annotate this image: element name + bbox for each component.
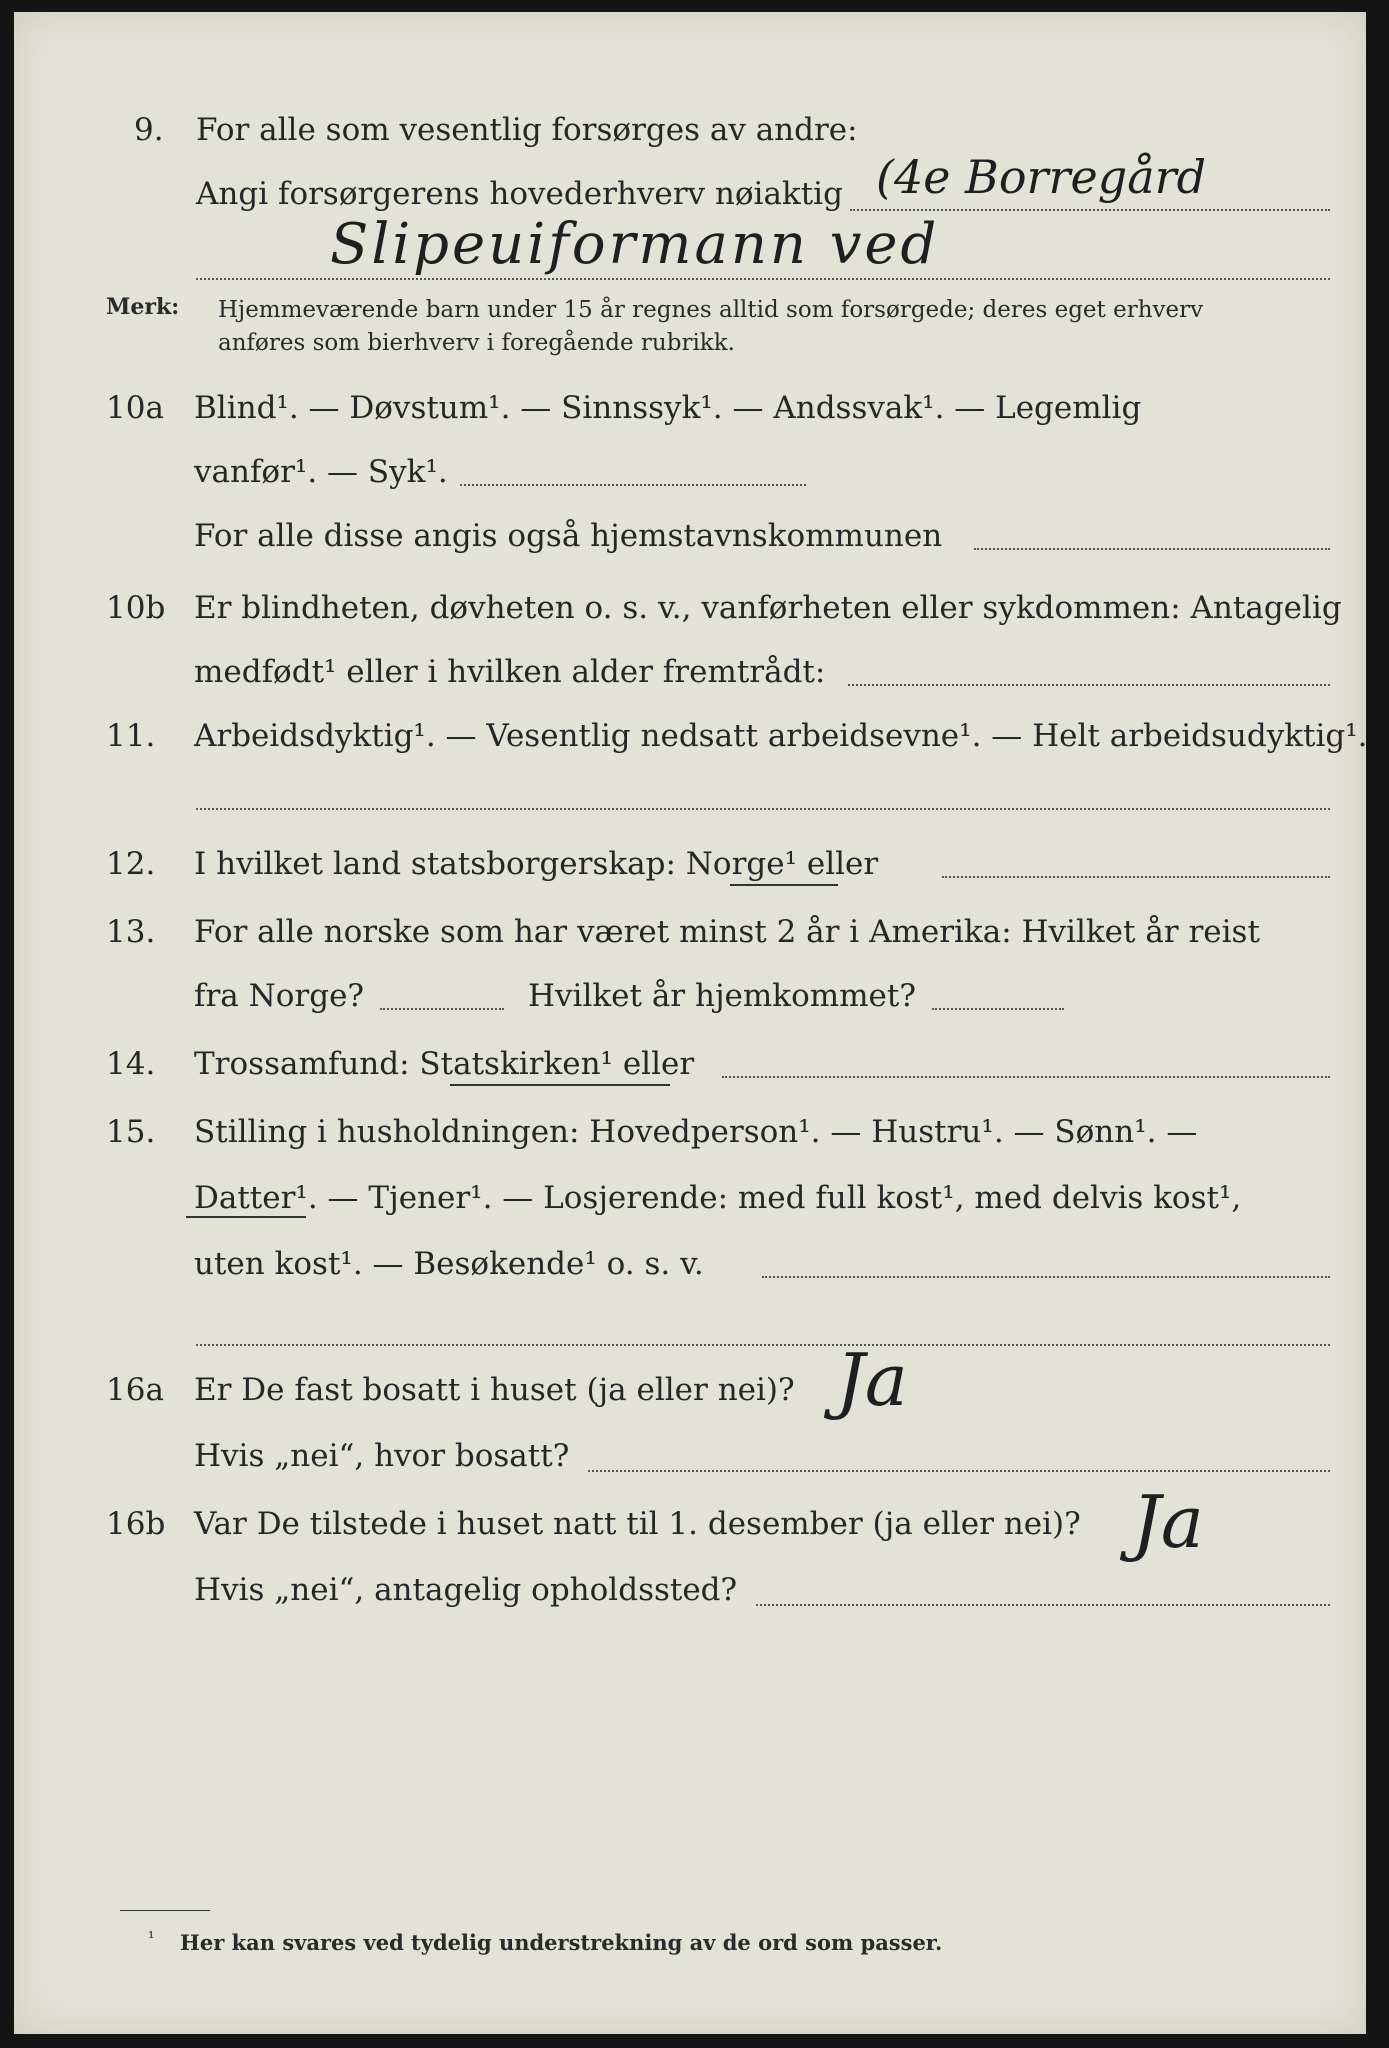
handwritten-answer: Ja [1132, 1480, 1204, 1564]
question-text: Blind¹. — Døvstum¹. — Sinnssyk¹. — Andssvak¹. — Legemlig [194, 390, 1142, 426]
question-number: 10b [106, 590, 166, 626]
question-text: medfødt¹ eller i hvilken alder fremtrådt: [194, 654, 826, 690]
question-text: Angi forsørgerens hovederhverv nøiaktig [196, 176, 843, 212]
answer-line [974, 548, 1330, 550]
handwritten-provider: (4e Borregård [876, 150, 1207, 204]
question-number: 13. [106, 914, 156, 950]
question-text: Er De fast bosatt i huset (ja eller nei)? [194, 1372, 795, 1408]
handwritten-answer: Ja [836, 1338, 908, 1422]
answer-line [932, 1008, 1064, 1010]
note-text: anføres som bierhverv i foregående rubrikk. [218, 330, 735, 356]
note-label: Merk: [106, 294, 180, 320]
answer-line [196, 278, 1330, 280]
question-number: 12. [106, 846, 156, 882]
answer-line [588, 1470, 1330, 1472]
census-form-page [14, 12, 1366, 2034]
answer-line [942, 876, 1330, 878]
question-number: 16b [106, 1506, 166, 1542]
question-text: Stilling i husholdningen: Hovedperson¹. — Hustru¹. — Sønn¹. — [194, 1114, 1198, 1150]
question-text: For alle som vesentlig forsørges av andre: [196, 112, 858, 148]
note-text: Hjemmeværende barn under 15 år regnes alltid som forsørgede; deres eget erhverv [218, 297, 1204, 323]
answer-line [756, 1604, 1330, 1606]
answer-line [762, 1276, 1330, 1278]
question-text: uten kost¹. — Besøkende¹ o. s. v. [194, 1246, 704, 1282]
question-number: 16a [106, 1372, 164, 1408]
footnote-rule [120, 1910, 210, 1911]
answer-line [196, 1344, 1330, 1346]
handwritten-underline-norge [730, 884, 838, 886]
answer-line [850, 209, 1330, 211]
question-number: 11. [106, 718, 156, 754]
question-text: Arbeidsdyktig¹. — Vesentlig nedsatt arbeidsevne¹. — Helt arbeidsudyktig¹. [194, 718, 1368, 754]
question-text: Hvilket år hjemkommet? [528, 978, 916, 1014]
question-text: For alle norske som har været minst 2 år i Amerika: Hvilket år reist [194, 914, 1260, 950]
question-text: vanfør¹. — Syk¹. [194, 454, 448, 490]
question-text: I hvilket land statsborgerskap: Norge¹ eller [194, 846, 879, 882]
answer-line [848, 684, 1330, 686]
answer-line [460, 484, 806, 486]
handwritten-underline-statskirken [450, 1084, 670, 1086]
question-number: 14. [106, 1046, 156, 1082]
handwritten-underline-datter [186, 1216, 306, 1218]
handwritten-occupation: Slipeuiformann ved [330, 212, 940, 277]
question-text: Er blindheten, døvheten o. s. v., vanførheten eller sykdommen: Antagelig [194, 590, 1342, 626]
question-text: Trossamfund: Statskirken¹ eller [194, 1046, 695, 1082]
footnote-mark: ¹ [148, 1928, 155, 1947]
answer-line [380, 1008, 504, 1010]
question-text: Var De tilstede i huset natt til 1. desember (ja eller nei)? [194, 1506, 1081, 1542]
answer-line [196, 808, 1330, 810]
footnote-text: Her kan svares ved tydelig understrekning av de ord som passer. [180, 1930, 943, 1955]
question-number: 9. [134, 112, 164, 148]
answer-line [722, 1076, 1330, 1078]
question-text: Datter¹. — Tjener¹. — Losjerende: med full kost¹, med delvis kost¹, [194, 1180, 1242, 1216]
question-text: fra Norge? [194, 978, 365, 1014]
question-number: 10a [106, 390, 164, 426]
question-text: Hvis „nei“, antagelig opholdssted? [194, 1572, 738, 1608]
question-number: 15. [106, 1114, 156, 1150]
question-text: For alle disse angis også hjemstavnskommunen [194, 518, 943, 554]
question-text: Hvis „nei“, hvor bosatt? [194, 1438, 570, 1474]
